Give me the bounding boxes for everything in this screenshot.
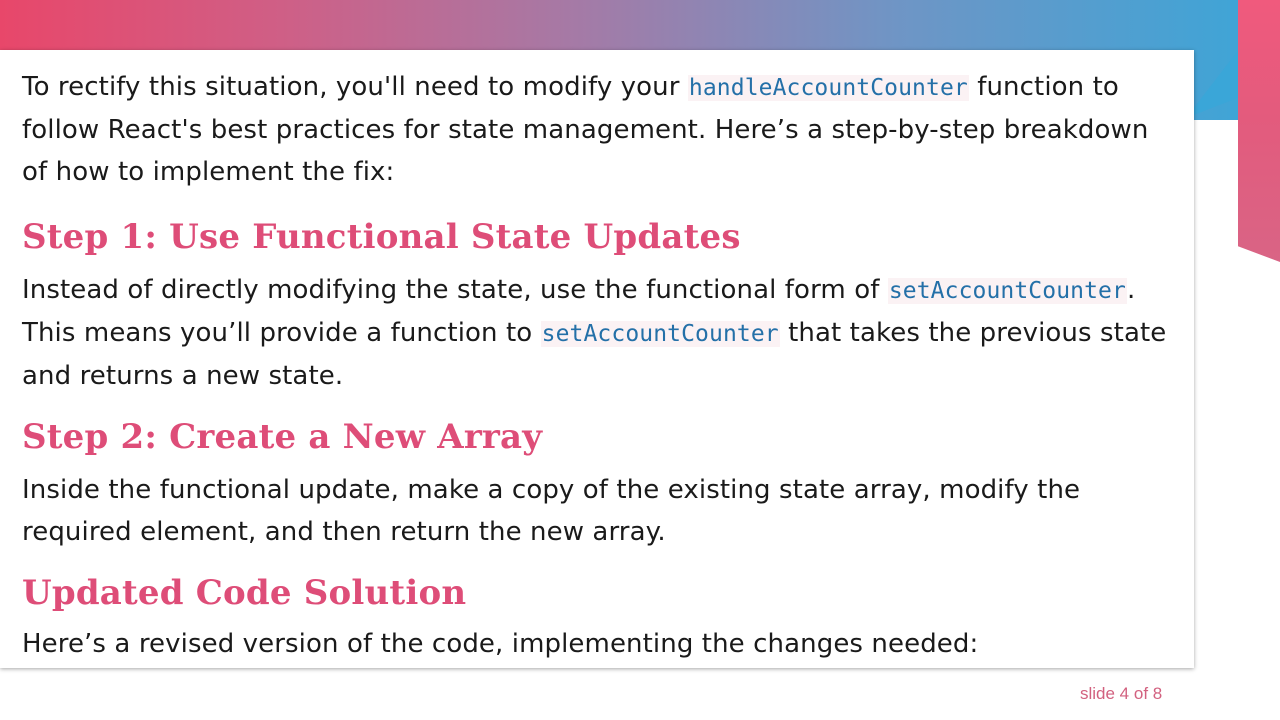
intro-text-1: To rectify this situation, you'll need to modify your — [22, 72, 688, 102]
slide-body — [22, 66, 1182, 665]
step-1-text-1: Instead of directly modifying the state, use the functional form of — [22, 275, 888, 305]
inline-code-set-account-counter-2: setAccountCounter — [541, 321, 779, 347]
inline-code-set-account-counter: setAccountCounter — [888, 278, 1126, 304]
inline-code-handle-account-counter: handleAccountCounter — [688, 75, 968, 101]
solution-paragraph: Here’s a revised version of the code, implementing the changes needed: — [22, 629, 979, 659]
intro-paragraph — [22, 66, 1182, 193]
step-2-paragraph: Inside the functional update, make a copy of the existing state array, modify the required element, and then return the new array. — [22, 475, 1081, 547]
right-accent-strip — [1238, 0, 1280, 262]
step-2-heading: Step 2: Create a New Array — [22, 417, 543, 457]
slide-content-card — [0, 50, 1194, 668]
step-1-heading: Step 1: Use Functional State Updates — [22, 217, 741, 257]
intro-text-2: function to follow React's best practices for state management. Here’s a step-by-step breakdown of how to implement the fix: — [22, 72, 1149, 187]
step-1-paragraph — [22, 269, 1182, 397]
slide-number: slide 4 of 8 — [1080, 684, 1163, 703]
solution-heading: Updated Code Solution — [22, 573, 467, 613]
step-1-text-2: . This means you’ll provide a function to — [22, 275, 1136, 348]
step-1-text-3: that takes the previous state and returns a new state. — [22, 318, 1167, 391]
